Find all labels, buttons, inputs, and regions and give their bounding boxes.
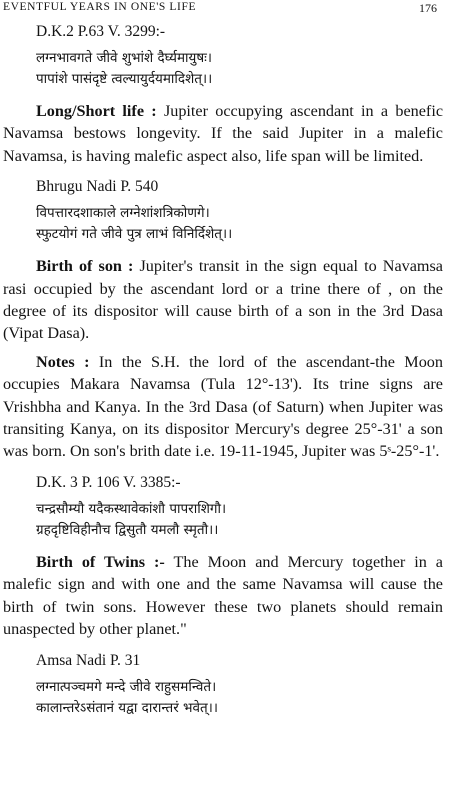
sanskrit-verse-line: लग्नभावगते जीवे शुभांशे दैर्घ्यमायुषः। — [36, 50, 212, 66]
source-reference: D.K.2 P.63 V. 3299:- — [36, 23, 166, 40]
sanskrit-verse-line: ग्रहदृष्टिविहीनौच द्विसुतौ यमलौ स्मृतौ।। — [36, 521, 219, 538]
page-header — [0, 0, 449, 18]
page-body — [0, 22, 449, 719]
sanskrit-verse-line: विपत्तारदशाकाले लग्नेशांशत्रिकोणगे। — [36, 205, 210, 222]
paragraph-text: The Moon and Mercury together in a malefic sign and with one and the same Navamsa will cause the birth of twin sons. However these two planets should remain unaspected by other planet." — [3, 552, 443, 639]
paragraph-heading: Birth of Twins :- — [36, 552, 165, 571]
sanskrit-verse-line: कालान्तरेऽसंतानं यद्वा दारान्तरं भवेत्।। — [36, 699, 218, 716]
paragraph-heading: Birth of son : — [36, 257, 134, 276]
paragraph-text: Jupiter's transit in the sign equal to Navamsa rasi occupied by the ascendant lord or a trine there of , on the degree of its dispositor will cause birth of a son in the 3rd Dasa (Vipat Dasa). — [3, 257, 443, 343]
paragraph-notes — [0, 351, 449, 463]
sanskrit-verse-line: पापांशे पासंदृष्टे त्वल्यायुर्दयमादिशेत्।। — [36, 71, 213, 87]
paragraph-birth-of-twins — [0, 551, 449, 641]
source-reference: Amsa Nadi P. 31 — [36, 651, 141, 669]
source-reference: Bhrugu Nadi P. 540 — [36, 178, 159, 196]
sanskrit-verse-line: चन्द्रसौम्यौ यदैकस्थावेकांशौ पापराशिगौ। — [36, 500, 227, 517]
paragraph-heading: Notes : — [36, 352, 90, 371]
paragraph-birth-of-son — [0, 255, 449, 345]
paragraph-text: Jupiter occupying ascendant in a benefic Navamsa bestows longevity. If the said Jupiter in a malefic Navamsa, is having malefic aspect also, life span will be limited. — [3, 102, 443, 165]
paragraph-long-short-life — [0, 100, 449, 167]
sanskrit-verse-line: स्फुटयोगं गते जीवे पुत्र लाभं विनिर्दिशेत्।। — [36, 226, 233, 243]
paragraph-text: In the S.H. the lord of the ascendant-the Moon occupies Makara Navamsa (Tula 12°-13'). Its trine signs are Vrishbha and Kanya. In the 3rd Dasa (of Saturn) when Jupiter was transiting Kanya, on its dispositor Mercury's degree 25°-31' a son was born. On son's brith date i.e. 19-11-1945, Jupiter was 5ˢ-25°-1'. — [3, 352, 443, 461]
page-number: 176 — [419, 1, 437, 15]
source-reference: D.K. 3 P. 106 V. 3385:- — [36, 473, 181, 491]
running-title: EVENTFUL YEARS IN ONE'S LIFE — [3, 1, 197, 13]
sanskrit-verse-line: लग्नात्पञ्चमगे मन्दे जीवे राहुसमन्विते। — [36, 678, 217, 695]
paragraph-heading: Long/Short life : — [36, 102, 157, 120]
